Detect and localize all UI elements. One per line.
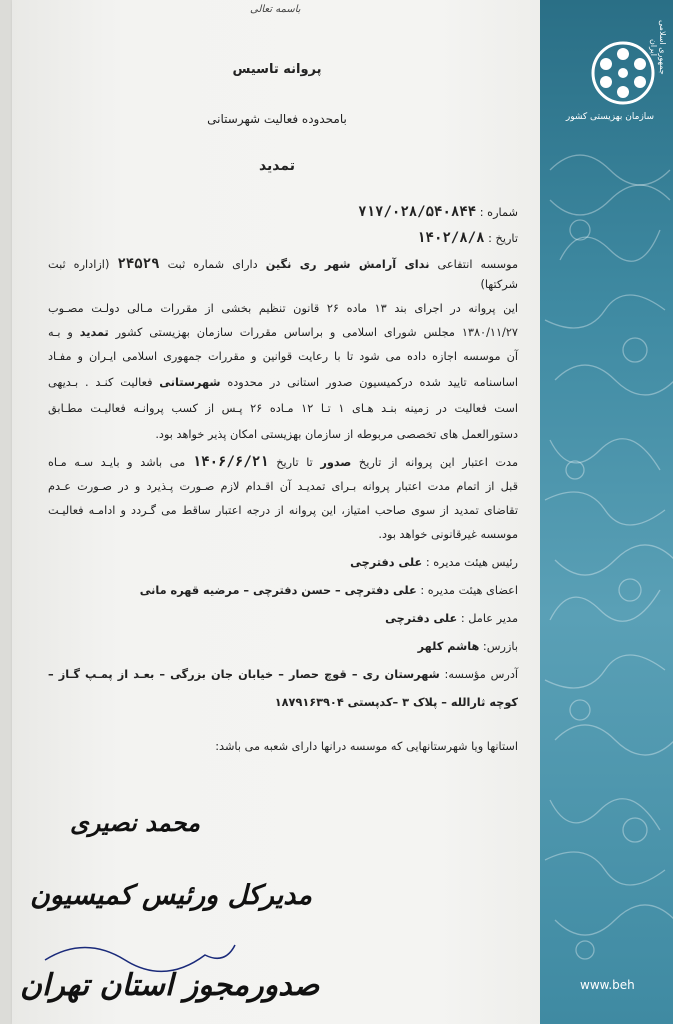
number-value: ۷۱۷/۰۲۸/۵۴۰۸۴۴	[358, 204, 477, 220]
address-row-2	[275, 696, 518, 709]
body-line-1: این پروانه در اجرای بند ۱۳ ماده ۲۶ قانون تنظیم بخشی از مقررات مـالی دولـت مصـوب	[48, 302, 518, 315]
board-members-row: اعضای هیئت مدیره : علی دفترچی – حسن دفترچی – مرضیه قهره مانی	[139, 584, 518, 597]
intro-line-2: شرکتها)	[480, 278, 518, 291]
letterhead-side-band	[540, 0, 673, 1024]
ceo-row: مدیر عامل : علی دفترچی	[385, 612, 518, 625]
expiry-date: ۱۴۰۶/۶/۲۱	[192, 454, 269, 470]
signature-name: محمد نصیری	[70, 808, 200, 837]
inspector-name: هاشم کلهر	[417, 640, 480, 653]
ministry-caption: جمهوری اسلامی ایران	[649, 19, 667, 75]
body-line-6: دستورالعمل های تخصصی مربوطه از سازمان بهزیستی امکان پذیر خواهد بود.	[155, 428, 518, 441]
address-row: آدرس مؤسسه: شهرستان ری – قوچ حصار – خیابان جان بزرگی – بعـد از پمـپ گـاز –	[48, 668, 518, 681]
date-row	[417, 230, 518, 246]
board-members: علی دفترچی – حسن دفترچی – مرضیه قهره مانی	[139, 584, 417, 597]
validity-line-2: قبل از اتمام مدت اعتبار پروانه بـرای تمدیـد آن اقـدام لازم صـورت پـذیرد و در صـورت عـدم	[48, 480, 518, 493]
ceo-name: علی دفترچی	[385, 612, 458, 625]
validity-line-3: تقاضای تمدید از سوی صاحب امتیاز، این پروانه از درجه اعتبار ساقط می گـردد و ادامـه فعالیـت	[48, 504, 518, 517]
basmala: باسمه تعالی	[250, 4, 301, 15]
signature-title: مدیرکل ورئیس کمیسیون	[30, 880, 312, 911]
address-line-1: شهرستان ری – قوچ حصار – خیابان جان بزرگی – بعـد از پمـپ گـاز –	[48, 668, 440, 681]
branches-note: استانها ویا شهرستانهایی که موسسه درانها دارای شعبه می باشد:	[215, 740, 518, 753]
signature-scribble	[40, 940, 240, 980]
date-label: تاریخ :	[488, 232, 518, 245]
license-title: پروانه تاسیس	[232, 62, 322, 77]
org-name: سازمان بهزیستی کشور	[565, 112, 655, 122]
body-line-5: است فعالیت در زمینه بنـد هـای ۱ تـا ۱۲ مـاده ۲۶ پـس از کسب پروانـه فعالیـت مطـابق	[48, 402, 518, 415]
intro-line-1: موسسه انتفاعی ندای آرامش شهر ری نگین دارای شماره ثبت ۲۴۵۲۹ (ازاداره ثبت	[48, 256, 519, 272]
validity-line-4: موسسه غیرقانونی خواهد بود.	[378, 528, 518, 541]
registration-number: ۲۴۵۲۹	[117, 256, 160, 272]
scope-subtitle: بامحدوده فعالیت شهرستانی	[207, 112, 347, 126]
date-value: ۱۴۰۲/۸/۸	[417, 230, 485, 246]
body-line-2: ۱۳۸۰/۱۱/۲۷ مجلس شورای اسلامی و براساس مقررات سازمان بهزیستی کشور تمدید و بـه	[48, 326, 518, 339]
body-line-3: آن موسسه اجازه داده می شود تا با رعایت قوانین و مقررات جمهوری اسلامی ایـران و مفـاد	[48, 350, 518, 363]
institution-name: ندای آرامش شهر ری نگین	[265, 258, 430, 271]
inspector-row: بازرس: هاشم کلهر	[417, 640, 518, 653]
body-line-4: اساسنامه تایید شده درکمیسیون صدور استانی در محدوده شهرستانی فعالیت کنـد . بـدیهی	[48, 376, 518, 389]
board-chair-row: رئیس هیئت مدیره : علی دفترچی	[350, 556, 518, 569]
validity-line-1: مدت اعتبار این پروانه از تاریخ صدور تا تاریخ ۱۴۰۶/۶/۲۱ می باشد و بایـد سـه مـاه	[48, 454, 519, 470]
website-text: www.beh	[580, 978, 635, 992]
number-row	[358, 204, 518, 220]
signature-office: صدورمجوز استان تهران	[20, 968, 320, 1003]
renewal-heading: تمدید	[258, 158, 296, 174]
behzisti-logo	[590, 40, 656, 106]
board-chair: علی دفترچی	[350, 556, 423, 569]
address-line-2: کوچه ثارالله – پلاک ۳ –کدپستی ۱۸۷۹۱۶۳۹۰۴	[274, 696, 518, 709]
number-label: شماره :	[479, 206, 518, 219]
floral-pattern	[540, 0, 673, 1024]
